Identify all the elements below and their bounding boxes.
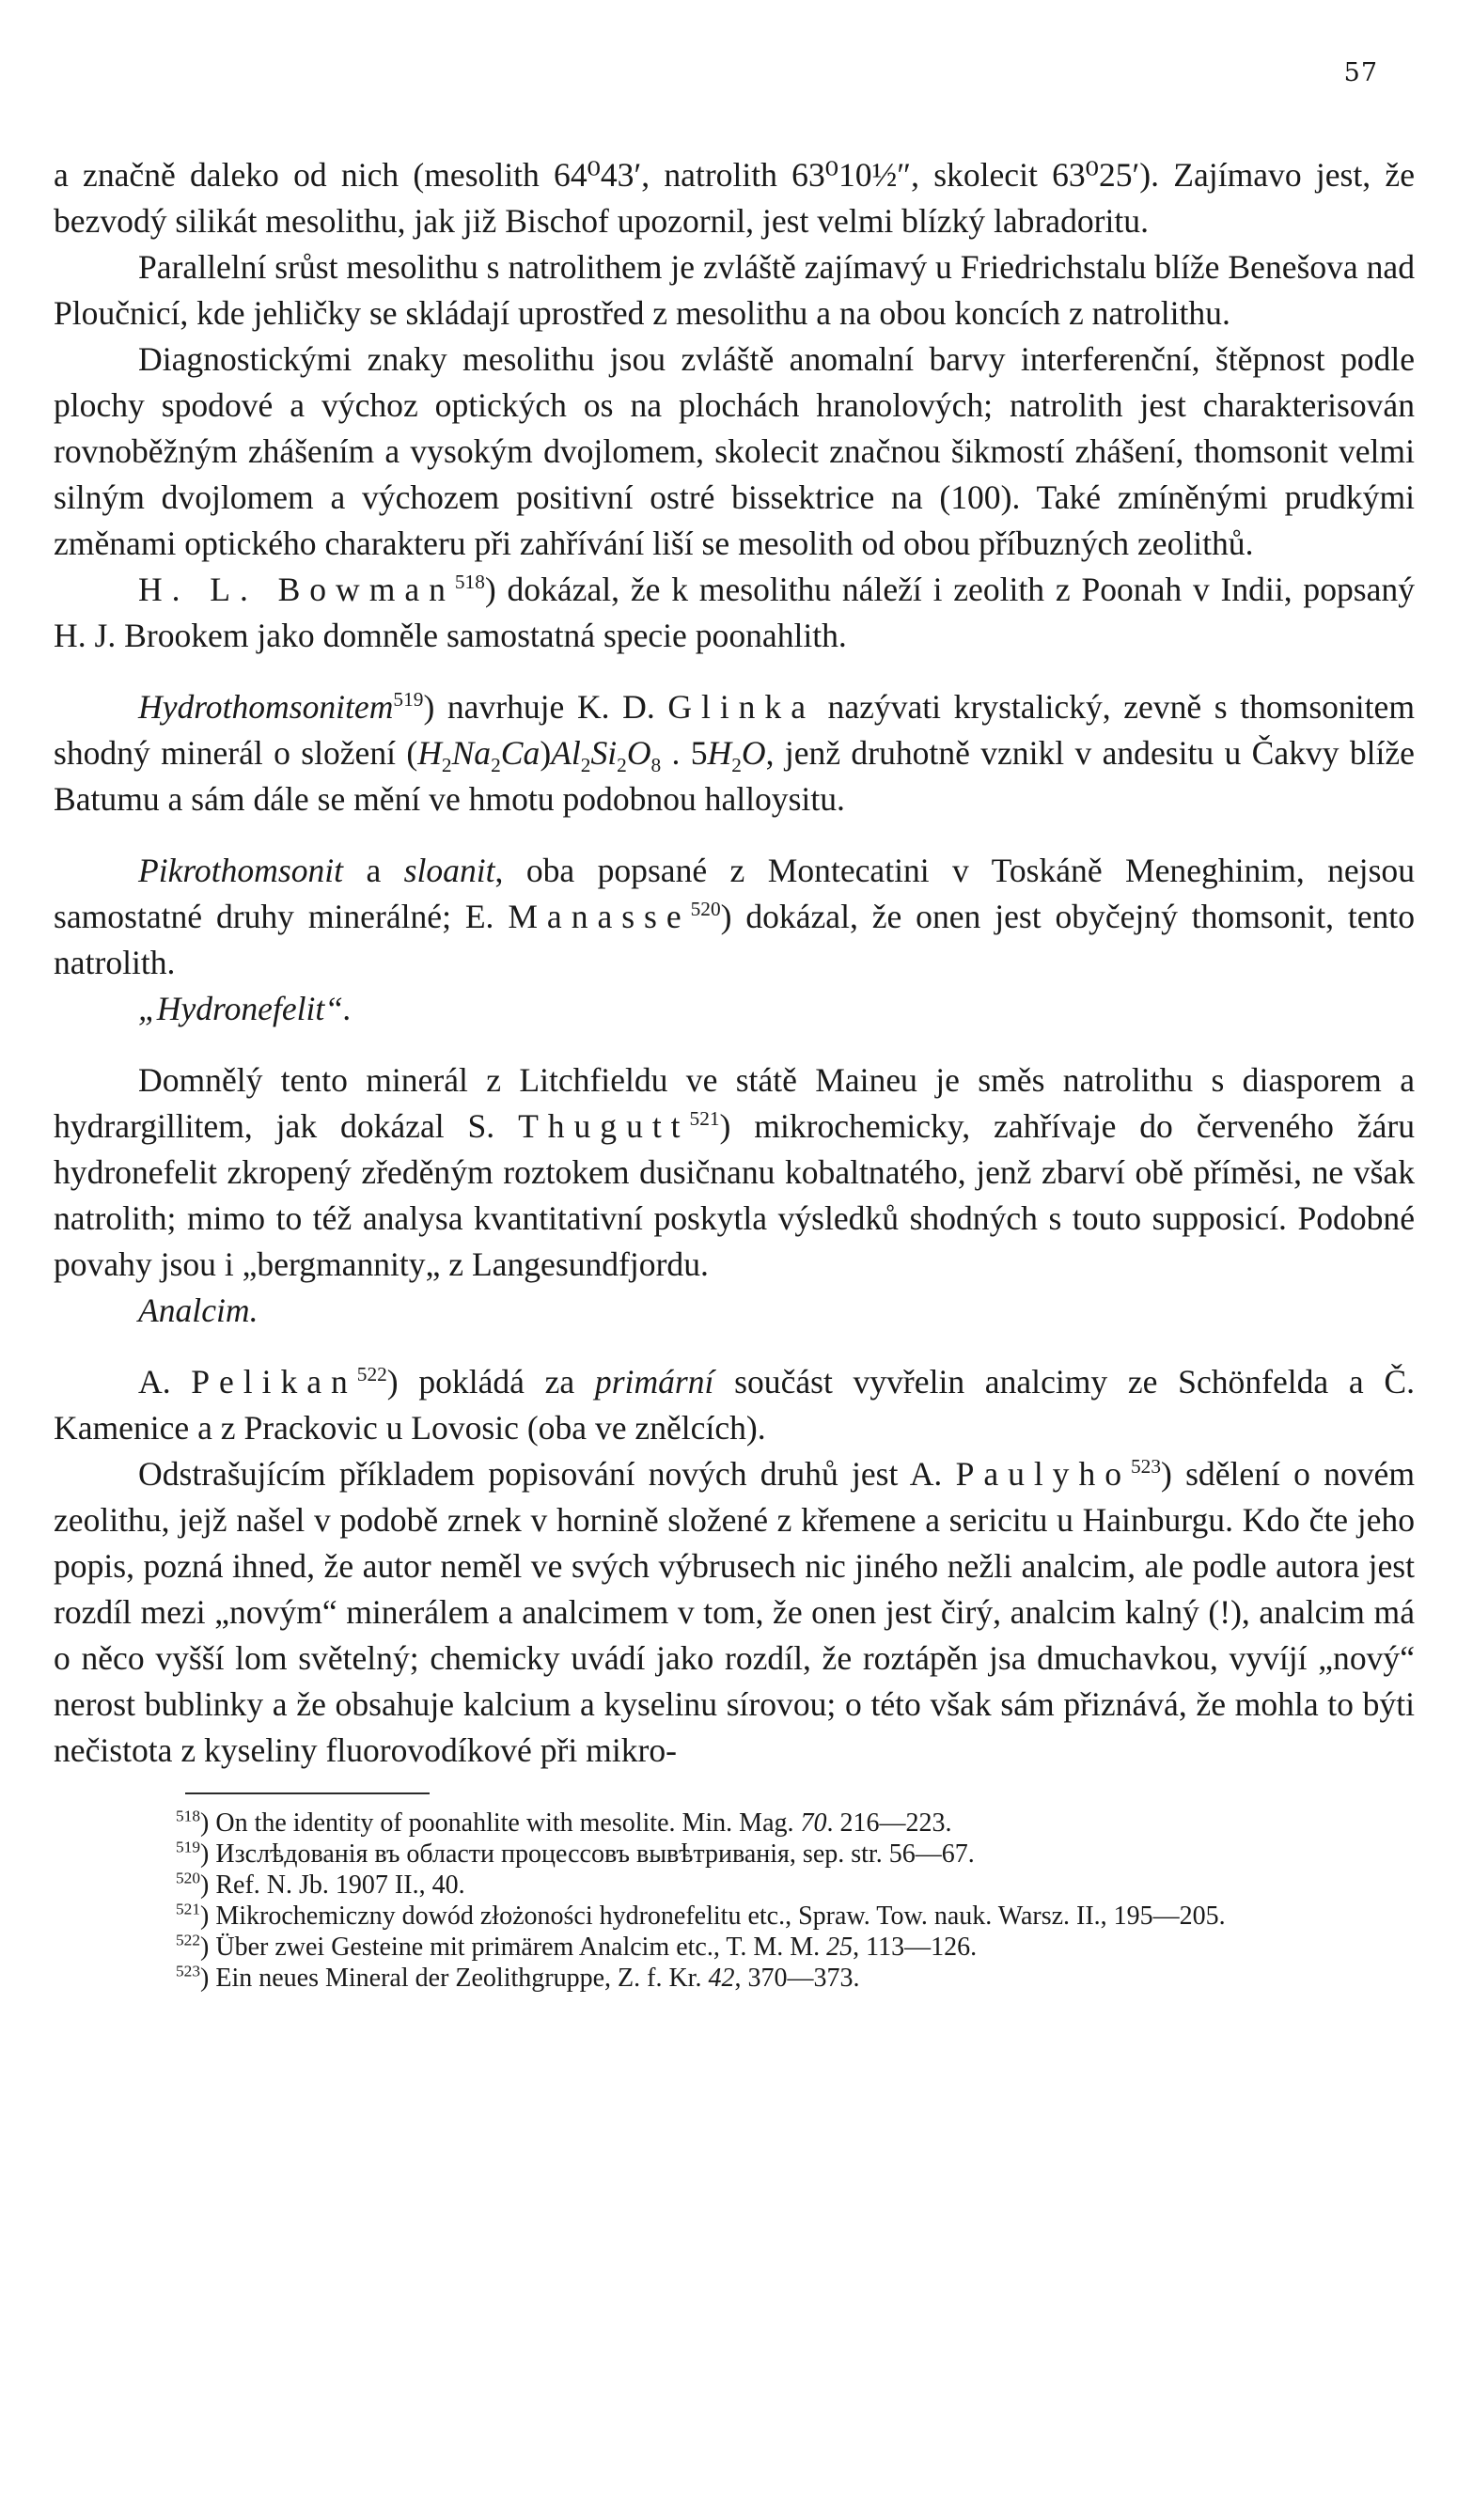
footnote-ref: 521 — [689, 1107, 720, 1131]
footnote-text: ) On the identity of poonahlite with mesolite. Min. Mag. — [200, 1808, 801, 1838]
footnote-text: ) Über zwei Gesteine mit primärem Analcim etc., T. M. M. — [200, 1933, 827, 1962]
footnote — [54, 1839, 1415, 1870]
footnote-ref: 522 — [356, 1363, 387, 1386]
footnote-text: ) Ref. N. Jb. 1907 II., 40. — [200, 1870, 465, 1900]
author-name: Pelikan — [191, 1363, 357, 1401]
footnote-ref: 523 — [1130, 1455, 1161, 1479]
paragraph-text: ) sdělení o novém zeolithu, jejž našel v podobě zrnek v hornině složené z křemene a sericitu u Hainburgu. Kdo čte jeho popis, pozná ihned, že autor neměl ve svých výbrusech nic jiného nežli analcim, ale podle autora jest rozdíl mezi „novým“ minerálem a analcimem v tom, že onen jest čirý, analcim kalný (!), analcim má o něco vyšší lom světelný; chemicky uvádí jako rozdíl, že roztápěn jsa dmuchavkou, vyvíjí „nový“ nerost bublinky a že obsahuje kalcium a kyselinu sírovou; o této však sám přiznává, že mohla to býti nečistota z kyseliny fluorovodíkové při mikro- — [54, 1455, 1415, 1769]
footnote-volume: 25 — [826, 1933, 854, 1962]
author-name: Glinka — [667, 688, 815, 726]
footnote-mark: 522 — [176, 1931, 201, 1949]
footnote-volume: 42 — [708, 1964, 735, 1993]
paragraph-text: Domnělý tento minerál z Litchfieldu ve státě Maineu je směs natrolithu s diasporem a hydrargillitem, jak dokázal S. — [54, 1061, 1415, 1145]
paragraph-pikrothomsonite — [54, 848, 1415, 986]
mineral-term: sloanit — [403, 852, 495, 889]
author-name: Thugutt — [518, 1107, 690, 1145]
paragraph-text: ) pokládá za — [386, 1363, 595, 1401]
section-heading-analcime: Analcim. — [138, 1291, 258, 1329]
author-name: H. L. Bowman — [138, 571, 455, 608]
footnote-text: , 113—126. — [853, 1933, 978, 1962]
paragraph-text: a — [343, 852, 404, 889]
author-name: Paulyho — [955, 1455, 1131, 1493]
author-name: Manasse — [508, 898, 691, 935]
footnote-mark: 519 — [176, 1838, 201, 1856]
footnote-text: ) Ein neues Mineral der Zeolithgruppe, Z. f. Kr. — [200, 1964, 709, 1993]
footnote-volume: 70 — [800, 1808, 827, 1838]
footnote — [54, 1870, 1415, 1901]
footnote-divider — [185, 1792, 430, 1794]
paragraph-pelikan — [54, 1359, 1415, 1451]
paragraph-text: , jenž druhotně vznikl v andesitu u Čakvy blíže Batumu a sám dále se mění ve hmotu podobnou halloysitu. — [54, 734, 1415, 818]
footnote-mark: 521 — [176, 1900, 201, 1918]
footnote-text: . 216—223. — [826, 1808, 952, 1838]
section-heading-hydronefelite: „Hydronefelit“. — [138, 990, 352, 1027]
paragraph-text: součást vyvřelin analcimy ze Schönfelda a Č. Kamenice a z Prackovic u Lovosic (oba ve znělcích). — [54, 1363, 1415, 1447]
paragraph-text: ) dokázal, že k mesolithu náleží i zeolith z Poonah v Indii, popsaný H. J. Brookem jako domněle samostatná specie poonahlith. — [54, 571, 1415, 654]
footnote-mark: 523 — [176, 1962, 201, 1980]
paragraph-text: A. — [138, 1363, 192, 1401]
emphasis-term: primární — [594, 1363, 714, 1401]
footnote-text: ) Изслѣдованія въ области процессовъ вывѣтриванія, sep. str. 56—67. — [200, 1839, 975, 1869]
footnote-ref: 519 — [393, 688, 424, 712]
footnote — [54, 1932, 1415, 1963]
paragraph-diagnostics: Diagnostickými znaky mesolithu jsou zvláště anomalní barvy interferenční, štěpnost podle plochy spodové a výchoz optických os na plochách hranolových; natrolith jest charakterisován rovnoběžným zhášením a vysokým dvojlomem, skolecit značnou šikmostí zhášení, thomsonit velmi silným dvojlomem a výchozem positivní ostré bissektrice na (100). Také zmíněnými prudkými změnami optického charakteru při zahřívání liší se mesolith od obou příbuzných zeolithů. — [54, 340, 1415, 562]
footnote-ref: 520 — [690, 898, 721, 921]
mineral-term: Pikrothomsonit — [138, 852, 344, 889]
footnote-mark: 520 — [176, 1869, 201, 1887]
paragraph-hydronefelite — [54, 1057, 1415, 1288]
paragraph-parallel-growth: Parallelní srůst mesolithu s natrolithem je zvláště zajímavý u Friedrichstalu blíže Benešova nad Ploučnicí, kde jehličky se skládají uprostřed z mesolithu a na obou koncích z natrolithu. — [54, 248, 1415, 332]
paragraph-bowman — [54, 567, 1415, 659]
paragraph-hydrothomsonite — [54, 684, 1415, 822]
footnote-ref: 518 — [454, 571, 485, 594]
footnote — [54, 1808, 1415, 1839]
mineral-term: Hydrothomsonitem — [138, 688, 394, 726]
paragraph-text: ) mikrochemicky, zahřívaje do červeného žáru hydronefelit zkropený zředěným roztokem dusičnanu kobaltnatého, jenž zbarví obě příměsi, ne však natrolith; mimo to též analysa kvantitativní poskytla výsledků shodných s touto supposicí. Podobné povahy jsou i „bergmannity„ z Langesundfjordu. — [54, 1107, 1416, 1283]
footnote-text: ) Mikrochemiczny dowód złożoności hydronefelitu etc., Spraw. Tow. nauk. Warsz. II., 195—205. — [200, 1902, 1226, 1931]
page-number: 57 — [1343, 58, 1378, 87]
footnotes — [54, 1808, 1415, 1994]
paragraph-text: nazývati krystalický, zevně s thomsonitem shodný minerál o složení — [54, 688, 1415, 772]
chemical-formula: $(H_2Na_2Ca)Al_2Si_2O_8$ . $5H_2O$ — [406, 734, 766, 777]
paragraph-intro: a značně daleko od nich (mesolith 64⁰43′, natrolith 63⁰10½″, skolecit 63⁰25′). Zajímavo jest, že bezvodý silikát mesolithu, jak již Bischof upozornil, jest velmi blízký labradoritu. — [54, 156, 1415, 240]
footnote — [54, 1901, 1415, 1932]
paragraph-text: ) dokázal, že onen jest obyčejný thomsonit, tento natrolith. — [54, 898, 1415, 981]
footnote — [54, 1963, 1415, 1994]
paragraph-text: ) navrhuje K. D. — [423, 688, 668, 726]
body-text — [54, 152, 1415, 1994]
paragraph-text: , oba popsané z Montecatini v Toskáně Meneghinim, nejsou samostatné druhy minerálné; E. — [54, 852, 1415, 935]
footnote-text: , 370—373. — [734, 1964, 860, 1993]
paragraph-pauly — [54, 1451, 1415, 1774]
footnote-mark: 518 — [176, 1807, 201, 1825]
paragraph-text: Odstrašujícím příkladem popisování nových druhů jest A. — [138, 1455, 956, 1493]
